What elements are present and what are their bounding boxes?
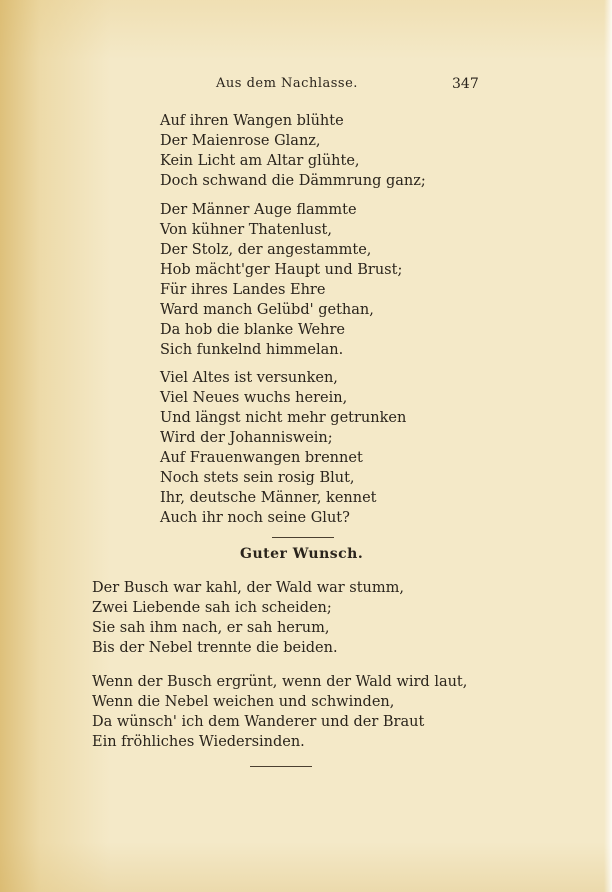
verse-line: Da hob die blanke Wehre [160, 322, 345, 338]
end-divider [250, 766, 312, 767]
verse-line: Auch ihr noch seine Glut? [160, 510, 350, 526]
running-title: Aus dem Nachlasse. [216, 76, 358, 91]
verse-line: Da wünsch' ich dem Wanderer und der Braut [92, 714, 425, 730]
verse-line: Noch stets sein rosig Blut, [160, 470, 355, 486]
verse-line: Wenn die Nebel weichen und schwinden, [92, 694, 395, 710]
verse-line: Doch schwand die Dämmrung ganz; [160, 173, 426, 189]
verse-line: Viel Neues wuchs herein, [160, 390, 348, 406]
verse-line: Wenn der Busch ergrünt, wenn der Wald wird laut, [92, 674, 468, 690]
verse-line: Zwei Liebende sah ich scheiden; [92, 600, 332, 616]
verse-line: Und längst nicht mehr getrunken [160, 410, 407, 426]
verse-line: Der Männer Auge flammte [160, 202, 357, 218]
verse-line: Ihr, deutsche Männer, kennet [160, 490, 377, 506]
verse-line: Kein Licht am Altar glühte, [160, 153, 360, 169]
page-header [0, 76, 612, 98]
verse-line: Auf Frauenwangen brennet [160, 450, 363, 466]
verse-line: Viel Altes ist versunken, [160, 370, 338, 386]
section-divider [272, 537, 334, 538]
verse-line: Der Busch war kahl, der Wald war stumm, [92, 580, 405, 596]
verse-line: Der Stolz, der angestammte, [160, 242, 372, 258]
verse-line: Bis der Nebel trennte die beiden. [92, 640, 338, 656]
verse-line: Auf ihren Wangen blühte [160, 113, 344, 129]
verse-line: Hob mächt'ger Haupt und Brust; [160, 262, 403, 278]
verse-line: Der Maienrose Glanz, [160, 133, 321, 149]
verse-line: Sie sah ihm nach, er sah herum, [92, 620, 330, 636]
verse-line: Ward manch Gelübd' gethan, [160, 302, 374, 318]
verse-line: Von kühner Thatenlust, [160, 222, 332, 238]
verse-line: Für ihres Landes Ehre [160, 282, 326, 298]
verse-line: Ein fröhliches Wiedersinden. [92, 734, 305, 750]
verse-line: Sich funkelnd himmelan. [160, 342, 344, 358]
page-number: 347 [452, 76, 479, 92]
poem-title: Guter Wunsch. [240, 546, 364, 562]
page-edge [604, 0, 612, 892]
verse-line: Wird der Johanniswein; [160, 430, 333, 446]
